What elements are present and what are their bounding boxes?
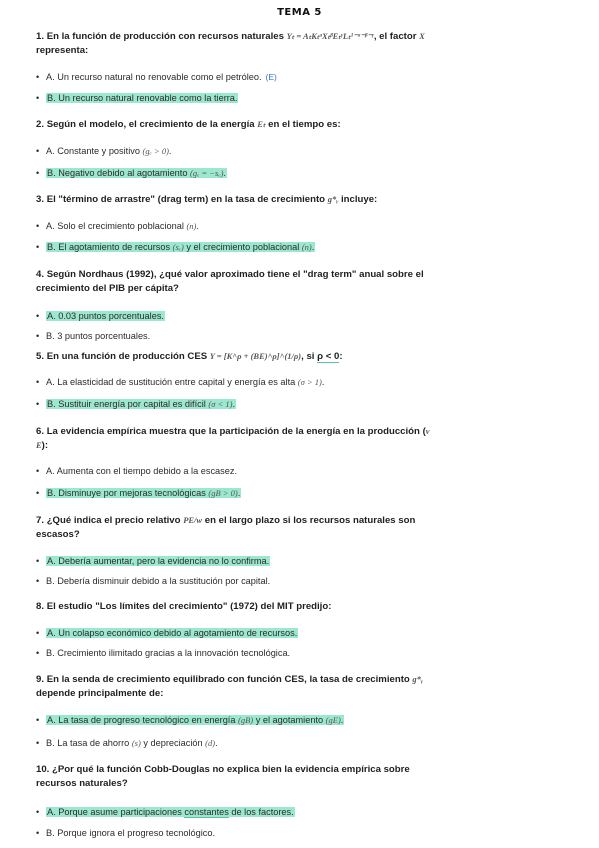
option-10b: • B. Porque ignora el progreso tecnológico. [36, 828, 216, 838]
option-10a: • A. Porque asume participaciones constantes de los factores. [36, 807, 294, 817]
option-3a: • A. Solo el crecimiento poblacional (n). [36, 221, 199, 231]
option-6b: • B. Disminuye por mejoras tecnológicas (gB > 0). [36, 488, 241, 498]
option-9a: • A. La tasa de progreso tecnológico en energía (gB) y el agotamiento (gE). [36, 715, 344, 725]
ces-formula: Y = [K^ρ + (BE)^ρ]^(1/ρ) [209, 351, 302, 361]
question-5: 5. En una función de producción CES Y = [K^ρ + (BE)^ρ]^(1/ρ), si ρ < 0: [36, 351, 343, 362]
option-3b: • B. El agotamiento de recursos (sₑ) y el crecimiento poblacional (n). [36, 242, 315, 252]
question-9: 9. En la senda de crecimiento equilibrado con función CES, la tasa de crecimiento g*ᵧ depende principalmente de: [36, 674, 424, 699]
question-8: 8. El estudio "Los límites del crecimiento" (1972) del MIT predijo: [36, 601, 332, 612]
option-7b: • B. Debería disminuir debido a la sustitución por capital. [36, 576, 271, 586]
option-8a: • A. Un colapso económico debido al agotamiento de recursos. [36, 628, 298, 638]
option-1a: • A. Un recurso natural no renovable como el petróleo. (E) [36, 72, 277, 82]
option-9b: • B. La tasa de ahorro (s) y depreciación (d). [36, 738, 218, 748]
option-5b: • B. Sustituir energía por capital es difícil (σ < 1). [36, 399, 236, 409]
question-1: 1. En la función de producción con recursos naturales Yₜ = AₜKₜᵅXₜᵝEₜᵞLₜ¹⁻ᵅ⁻ᵝ⁻ᵞ, el factor X representa: [36, 31, 425, 56]
production-formula: Yₜ = AₜKₜᵅXₜᵝEₜᵞLₜ¹⁻ᵅ⁻ᵝ⁻ᵞ [286, 31, 374, 41]
option-8b: • B. Crecimiento ilimitado gracias a la innovación tecnológica. [36, 648, 291, 658]
option-4b: • B. 3 puntos porcentuales. [36, 331, 151, 341]
question-6: 6. La evidencia empírica muestra que la participación de la energía en la producción (v E): [36, 426, 430, 451]
option-7a: • A. Debería aumentar, pero la evidencia no lo confirma. [36, 556, 270, 566]
question-7: 7. ¿Qué indica el precio relativo PE/w en el largo plazo si los recursos naturales son escasos? [36, 515, 416, 540]
handwritten-note: (E) [265, 72, 277, 82]
question-10: 10. ¿Por qué la función Cobb-Douglas no explica bien la evidencia empírica sobre recursos naturales? [36, 764, 410, 789]
option-4a: • A. 0.03 puntos porcentuales. [36, 311, 164, 321]
option-2a: • A. Constante y positivo (gₑ > 0). [36, 146, 172, 156]
option-2b: • B. Negativo debido al agotamiento (gₑ = −sₑ). [36, 168, 226, 178]
question-3: 3. El "término de arrastre" (drag term) en la tasa de crecimiento g*ᵧ incluye: [36, 194, 378, 205]
option-5a: • A. La elasticidad de sustitución entre capital y energía es alta (σ > 1). [36, 377, 325, 387]
option-1b: • B. Un recurso natural renovable como la tierra. [36, 93, 238, 103]
option-6a: • A. Aumenta con el tiempo debido a la escasez. [36, 466, 238, 476]
question-2: 2. Según el modelo, el crecimiento de la energía Eₜ en el tiempo es: [36, 119, 341, 130]
question-4: 4. Según Nordhaus (1992), ¿qué valor aproximado tiene el "drag term" anual sobre el crecimiento del PIB per cápita? [36, 269, 424, 294]
page-title: TEMA 5 [277, 7, 322, 18]
